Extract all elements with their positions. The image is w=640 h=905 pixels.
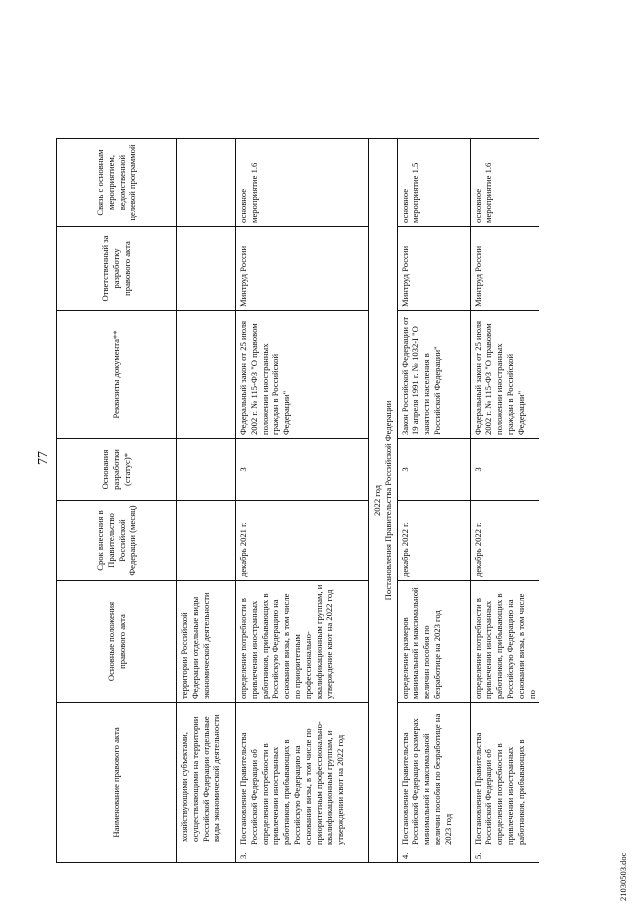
header-requisites: Реквизиты документа** [57, 311, 177, 439]
legal-acts-table [56, 138, 539, 863]
row4-link: основное мероприятие 1.5 [397, 139, 470, 227]
row4-basis: 3 [397, 439, 470, 501]
page-number: 77 [36, 451, 51, 465]
section-year: 2022 год [372, 484, 382, 517]
row3-provisions: определение потребности в привлечении иностранных работников, прибывающих в Российскую Федерацию на основании визы, в том числе по приоритетным профессионально-квалификационным группам, и утверждение квот на 2022 год [236, 581, 369, 703]
row4-name: Постановление Правительства Российской Федерации о размерах минимальной и максимальной величин пособия по безработице на 2023 год [399, 713, 453, 845]
row4-responsible: Минтруд России [397, 227, 470, 311]
row5-deadline: декабрь 2022 г. [470, 501, 539, 581]
row5-provisions: определение потребности в привлечении иностранных работников, прибывающих в Российскую Федерацию на основании визы, в том числе по [470, 581, 539, 703]
row5-basis: 3 [470, 439, 539, 501]
row5-requisites: Федеральный закон от 25 июля 2002 г. № 115-ФЗ "О правовом положении иностранных граждан в Российской Федерации" [470, 311, 539, 439]
row0-name: хозяйствующими субъектами, осуществляющими на территории Российской Федерации отдельные виды экономической деятельности [177, 703, 236, 863]
row5-responsible: Минтруд России [470, 227, 539, 311]
table-row [397, 139, 470, 863]
row3-link: основное мероприятие 1.6 [236, 139, 369, 227]
section-title: Постановления Правительства Российской Федерации [382, 400, 393, 601]
table-row [177, 139, 236, 863]
header-basis: Основания разработки (статус)* [57, 439, 177, 501]
header-responsible: Ответственный за разработку правового акта [57, 227, 177, 311]
row3-responsible: Минтруд России [236, 227, 369, 311]
row3-basis: 3 [236, 439, 369, 501]
table-header-row [57, 139, 177, 863]
table-row [470, 139, 539, 863]
row4-requisites: Закон Российской Федерации от 19 апреля 1991 г. № 1032-I "О занятости населения в Российской Федерации" [397, 311, 470, 439]
header-link: Связь с основным мероприятием, ведомственной целевой программой [57, 139, 177, 227]
row5-link: основное мероприятие 1.6 [470, 139, 539, 227]
header-deadline: Срок внесения в Правительство Российской Федерации (месяц) [57, 501, 177, 581]
row4-provisions: определение размеров минимальной и максимальной величин пособия по безработице на 2023 год [397, 581, 470, 703]
section-row [369, 139, 398, 863]
row3-name: Постановление Правительства Российской Федерации об определении потребности в привлечении иностранных работников, прибывающих в Российскую Федерацию на основании визы, в том числе по приоритетным профессионально-квалификационным группам, и утверждении квот на 2022 год [238, 721, 346, 845]
header-name: Наименование правового акта [57, 703, 177, 863]
row5-num: 5. [472, 852, 483, 859]
row5-name: Постановление Правительства Российской Федерации об определении потребности в привлечении иностранных работников, прибывающих в [472, 732, 526, 845]
header-provisions: Основные положения правового акта [57, 581, 177, 703]
row4-num: 4. [399, 852, 410, 859]
row3-requisites: Федеральный закон от 25 июля 2002 г. № 115-ФЗ "О правовом положении иностранных граждан в Российской Федерации" [236, 311, 369, 439]
table-row [236, 139, 369, 863]
row3-num: 3. [238, 852, 248, 859]
row4-deadline: декабрь 2022 г. [397, 501, 470, 581]
footer-filename: 2103050З.doc [618, 852, 628, 901]
row0-provisions: территории Российской Федерации отдельные виды экономической деятельности [177, 581, 236, 703]
row3-deadline: декабрь 2021 г. [236, 501, 369, 581]
